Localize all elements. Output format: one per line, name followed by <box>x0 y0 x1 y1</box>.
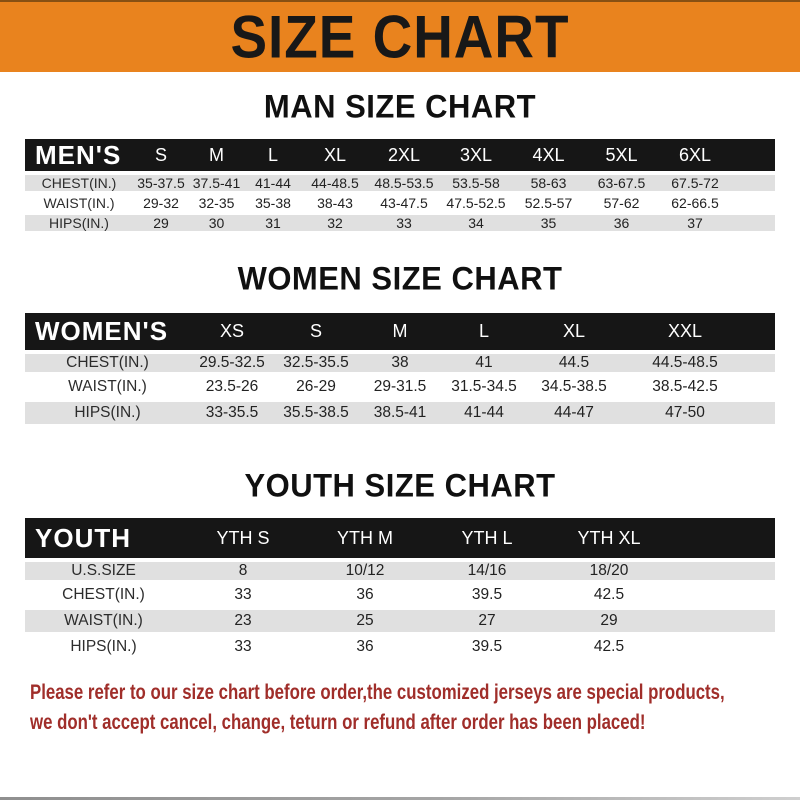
value-cell: 38.5-41 <box>358 402 442 428</box>
disclaimer-line-1: Please refer to our size chart before order,the customized jerseys are special products, <box>30 681 725 704</box>
size-header-cell: 5XL <box>585 139 658 171</box>
table-row <box>25 376 775 402</box>
man-section-heading: MAN SIZE CHART <box>263 88 537 125</box>
row-label: U.S.SIZE <box>25 558 182 584</box>
row-label: CHEST(IN.) <box>25 171 133 195</box>
value-cell: 14/16 <box>426 558 548 584</box>
value-cell: 52.5-57 <box>512 195 585 215</box>
size-header-cell: XS <box>190 313 274 350</box>
women-section-heading: WOMEN SIZE CHART <box>237 260 563 297</box>
value-cell: 30 <box>189 215 244 235</box>
size-header-cell: L <box>244 139 302 171</box>
disclaimer-line-2: we don't accept cancel, change, teturn or refund after order has been placed! <box>30 711 646 734</box>
size-header-cell: YTH M <box>304 518 426 558</box>
row-label: WAIST(IN.) <box>25 195 133 215</box>
value-cell: 8 <box>182 558 304 584</box>
table-row <box>25 171 775 195</box>
spacer-cell <box>670 518 775 558</box>
value-cell: 44-48.5 <box>302 171 368 195</box>
spacer-cell <box>748 350 775 376</box>
value-cell: 34.5-38.5 <box>526 376 622 402</box>
value-cell: 36 <box>304 636 426 662</box>
value-cell: 41 <box>442 350 526 376</box>
women-size-table <box>25 313 775 428</box>
value-cell: 29-31.5 <box>358 376 442 402</box>
value-cell: 10/12 <box>304 558 426 584</box>
size-header-cell: XL <box>302 139 368 171</box>
row-label: WAIST(IN.) <box>25 376 190 402</box>
spacer-cell <box>670 584 775 610</box>
table-row <box>25 584 775 610</box>
header-row <box>25 313 775 350</box>
size-header-cell: 4XL <box>512 139 585 171</box>
value-cell: 44.5 <box>526 350 622 376</box>
value-cell: 44-47 <box>526 402 622 428</box>
youth-section-heading: YOUTH SIZE CHART <box>244 467 556 504</box>
value-cell: 41-44 <box>442 402 526 428</box>
value-cell: 25 <box>304 610 426 636</box>
value-cell: 18/20 <box>548 558 670 584</box>
size-header-cell: YTH L <box>426 518 548 558</box>
value-cell: 57-62 <box>585 195 658 215</box>
table-row <box>25 350 775 376</box>
table-title-cell: YOUTH <box>25 518 182 558</box>
value-cell: 38.5-42.5 <box>622 376 748 402</box>
table-row <box>25 558 775 584</box>
spacer-cell <box>732 215 775 235</box>
value-cell: 34 <box>440 215 512 235</box>
value-cell: 37.5-41 <box>189 171 244 195</box>
size-chart-banner <box>0 0 800 72</box>
value-cell: 32-35 <box>189 195 244 215</box>
size-header-cell: S <box>274 313 358 350</box>
spacer-cell <box>732 139 775 171</box>
value-cell: 42.5 <box>548 584 670 610</box>
size-header-cell: XXL <box>622 313 748 350</box>
spacer-cell <box>748 376 775 402</box>
table-row <box>25 636 775 662</box>
spacer-cell <box>670 558 775 584</box>
value-cell: 32 <box>302 215 368 235</box>
value-cell: 33 <box>182 584 304 610</box>
row-label: HIPS(IN.) <box>25 636 182 662</box>
value-cell: 35 <box>512 215 585 235</box>
value-cell: 26-29 <box>274 376 358 402</box>
value-cell: 33-35.5 <box>190 402 274 428</box>
value-cell: 38-43 <box>302 195 368 215</box>
value-cell: 29 <box>548 610 670 636</box>
men-size-table <box>25 139 775 235</box>
spacer-cell <box>670 610 775 636</box>
row-label: WAIST(IN.) <box>25 610 182 636</box>
value-cell: 33 <box>182 636 304 662</box>
disclaimer-note <box>0 678 800 738</box>
spacer-cell <box>732 171 775 195</box>
value-cell: 29.5-32.5 <box>190 350 274 376</box>
value-cell: 36 <box>585 215 658 235</box>
value-cell: 41-44 <box>244 171 302 195</box>
header-row <box>25 139 775 171</box>
spacer-cell <box>732 195 775 215</box>
value-cell: 42.5 <box>548 636 670 662</box>
value-cell: 43-47.5 <box>368 195 440 215</box>
table-row <box>25 215 775 235</box>
row-label: CHEST(IN.) <box>25 350 190 376</box>
value-cell: 33 <box>368 215 440 235</box>
size-header-cell: YTH XL <box>548 518 670 558</box>
size-header-cell: 6XL <box>658 139 732 171</box>
value-cell: 39.5 <box>426 636 548 662</box>
value-cell: 37 <box>658 215 732 235</box>
row-label: HIPS(IN.) <box>25 215 133 235</box>
size-header-cell: S <box>133 139 189 171</box>
value-cell: 67.5-72 <box>658 171 732 195</box>
value-cell: 63-67.5 <box>585 171 658 195</box>
table-row <box>25 402 775 428</box>
value-cell: 39.5 <box>426 584 548 610</box>
value-cell: 38 <box>358 350 442 376</box>
youth-size-section <box>0 468 800 662</box>
size-header-cell: M <box>189 139 244 171</box>
value-cell: 27 <box>426 610 548 636</box>
value-cell: 44.5-48.5 <box>622 350 748 376</box>
value-cell: 29-32 <box>133 195 189 215</box>
size-header-cell: YTH S <box>182 518 304 558</box>
value-cell: 47-50 <box>622 402 748 428</box>
value-cell: 35-37.5 <box>133 171 189 195</box>
value-cell: 35.5-38.5 <box>274 402 358 428</box>
table-title-cell: WOMEN'S <box>25 313 190 350</box>
table-row <box>25 195 775 215</box>
youth-size-table <box>25 518 775 662</box>
page-title: SIZE CHART <box>230 2 570 71</box>
women-size-section <box>0 261 800 428</box>
value-cell: 58-63 <box>512 171 585 195</box>
spacer-cell <box>748 402 775 428</box>
value-cell: 31.5-34.5 <box>442 376 526 402</box>
size-header-cell: 2XL <box>368 139 440 171</box>
table-title-cell: MEN'S <box>25 139 133 171</box>
value-cell: 32.5-35.5 <box>274 350 358 376</box>
spacer-cell <box>748 313 775 350</box>
header-row <box>25 518 775 558</box>
value-cell: 62-66.5 <box>658 195 732 215</box>
value-cell: 29 <box>133 215 189 235</box>
size-header-cell: 3XL <box>440 139 512 171</box>
row-label: CHEST(IN.) <box>25 584 182 610</box>
value-cell: 53.5-58 <box>440 171 512 195</box>
value-cell: 23 <box>182 610 304 636</box>
size-header-cell: M <box>358 313 442 350</box>
value-cell: 47.5-52.5 <box>440 195 512 215</box>
value-cell: 36 <box>304 584 426 610</box>
value-cell: 31 <box>244 215 302 235</box>
size-header-cell: L <box>442 313 526 350</box>
man-size-section <box>0 89 800 235</box>
spacer-cell <box>670 636 775 662</box>
value-cell: 35-38 <box>244 195 302 215</box>
size-header-cell: XL <box>526 313 622 350</box>
table-row <box>25 610 775 636</box>
value-cell: 23.5-26 <box>190 376 274 402</box>
value-cell: 48.5-53.5 <box>368 171 440 195</box>
row-label: HIPS(IN.) <box>25 402 190 428</box>
